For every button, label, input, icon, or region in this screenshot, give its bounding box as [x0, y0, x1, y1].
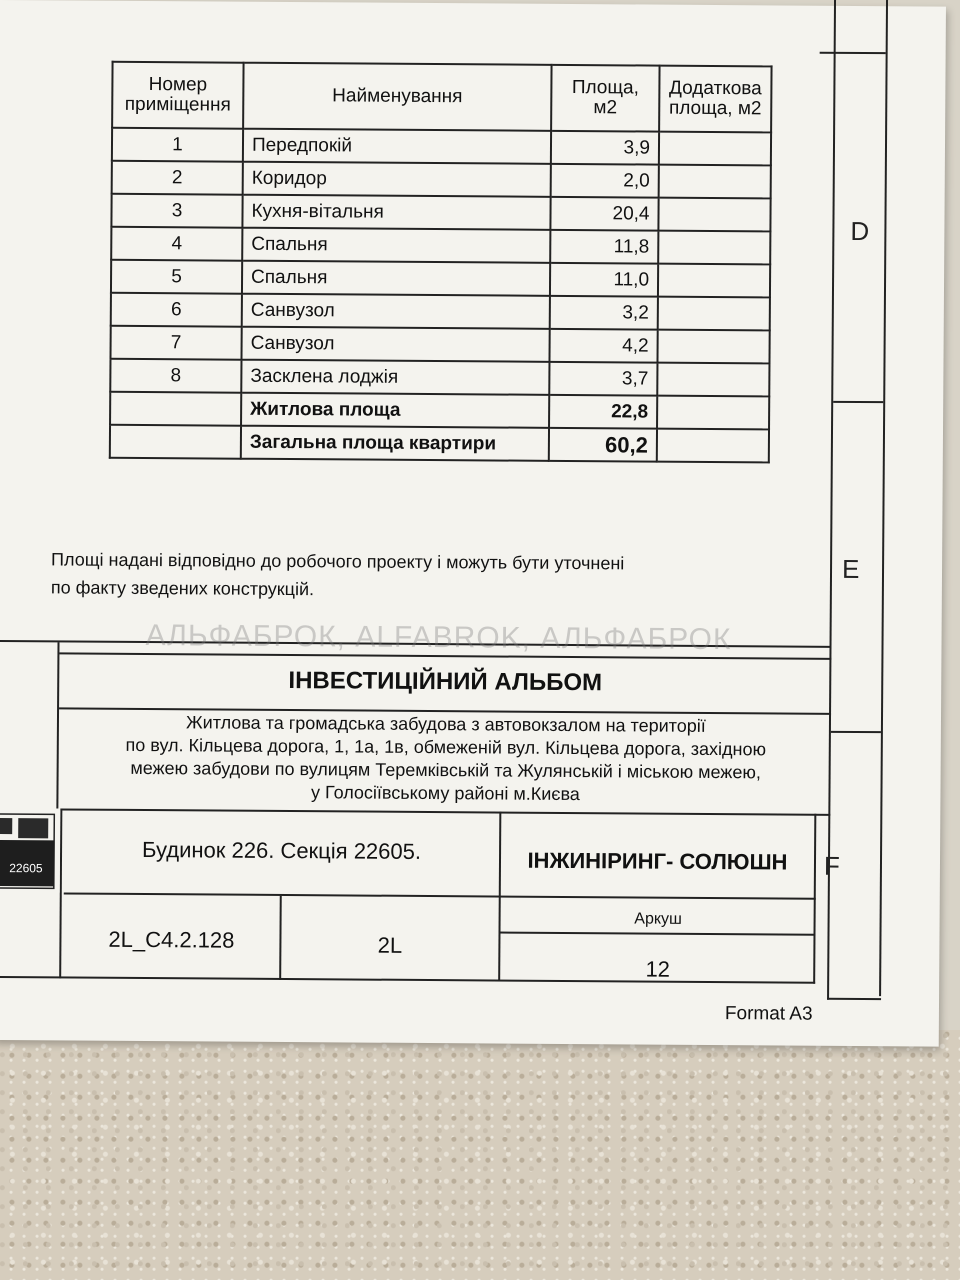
paper-format: Format A3: [724, 1003, 813, 1025]
room-number: 3: [111, 194, 242, 228]
room-area: 3,7: [549, 362, 657, 396]
room-name: Спальня: [242, 228, 550, 263]
total-area-value: 60,2: [549, 428, 657, 462]
table-row: [111, 194, 770, 232]
header-extra: Додаткова площа, м2: [659, 66, 771, 133]
room-area: 11,8: [550, 230, 658, 264]
room-extra: [658, 198, 770, 232]
project-description: [60, 710, 831, 807]
living-area-label: Житлова площа: [241, 393, 549, 428]
total-area-label: Загальна площа квартири: [241, 426, 549, 461]
header-number: Номер приміщення: [112, 62, 243, 129]
project-line-4: у Голосіївському районі м.Києва: [311, 782, 580, 805]
drawing-short-code: 2L: [377, 932, 403, 958]
room-area: 3,9: [551, 131, 659, 165]
rooms-table: [109, 61, 773, 464]
living-area-row: [110, 392, 769, 430]
drawing-code: 2L_C4.2.128: [108, 926, 235, 953]
sheet-number: 12: [645, 956, 671, 982]
room-name: Санвузол: [241, 327, 549, 362]
zone-letter-f: F: [823, 850, 840, 881]
project-line-3: межею забудови по вулицям Теремківській та Жулянській і міською межею,: [130, 757, 761, 783]
room-number: 6: [111, 293, 242, 327]
room-name: Спальня: [242, 261, 550, 296]
room-extra: [658, 297, 770, 331]
countertop-background: [0, 1030, 960, 1280]
room-number: 2: [112, 161, 243, 195]
room-name: Санвузол: [242, 294, 550, 329]
table-row: [111, 293, 770, 331]
room-extra: [658, 264, 770, 298]
room-area: 20,4: [550, 197, 658, 231]
room-number: 8: [110, 359, 241, 393]
room-extra: [659, 132, 771, 166]
building-section: Будинок 226. Секція 22605.: [142, 837, 422, 864]
room-area: 4,2: [549, 329, 657, 363]
room-number: 1: [112, 128, 243, 162]
table-row: [111, 227, 770, 265]
table-row: [112, 128, 771, 166]
thumbnail-label: 22605: [9, 861, 43, 876]
living-area-value: 22,8: [549, 395, 657, 429]
sheet-label: Аркуш: [634, 910, 682, 928]
room-number: 5: [111, 260, 242, 294]
table-row: [110, 359, 769, 397]
table-row: [112, 161, 771, 199]
room-extra: [658, 231, 770, 265]
company-name: ІНЖИНІРИНГ- СОЛЮШН: [527, 847, 788, 875]
room-extra: [657, 363, 769, 397]
room-area: 11,0: [550, 263, 658, 297]
table-header-row: [112, 62, 771, 133]
room-area: 2,0: [551, 164, 659, 198]
project-line-2: по вул. Кільцева дорога, 1, 1а, 1в, обмеженій вул. Кільцева дорога, західною: [125, 734, 767, 760]
room-name: Кухня-вітальня: [242, 195, 550, 230]
project-line-1: Житлова та громадська забудова з автовокзалом на території: [186, 712, 706, 736]
note-line-2: по факту зведених конструкцій.: [50, 577, 315, 600]
room-extra: [659, 165, 771, 199]
zone-letter-d: D: [850, 215, 870, 247]
table-row: [111, 260, 770, 298]
room-number: 4: [111, 227, 242, 261]
table-row: [110, 326, 769, 364]
room-name: Передпокій: [243, 129, 551, 164]
room-area: 3,2: [550, 296, 658, 330]
total-area-row: [110, 425, 769, 463]
room-number: 7: [110, 326, 241, 360]
header-name: Найменування: [243, 63, 551, 131]
album-title: ІНВЕСТИЦІЙНИЙ АЛЬБОМ: [288, 667, 603, 697]
area-note: [51, 545, 811, 606]
note-line-1: Площі надані відповідно до робочого проекту і можуть бути уточнені: [51, 549, 625, 574]
header-area: Площа, м2: [551, 65, 659, 132]
section-thumbnail: [0, 808, 60, 892]
watermark: АЛЬФАБРОК, ALFABROK, АЛЬФАБРОК: [145, 619, 732, 657]
room-extra: [657, 330, 769, 364]
room-name: Коридор: [243, 162, 551, 197]
zone-letter-e: E: [841, 553, 860, 585]
room-name: Засклена лоджія: [241, 360, 549, 395]
